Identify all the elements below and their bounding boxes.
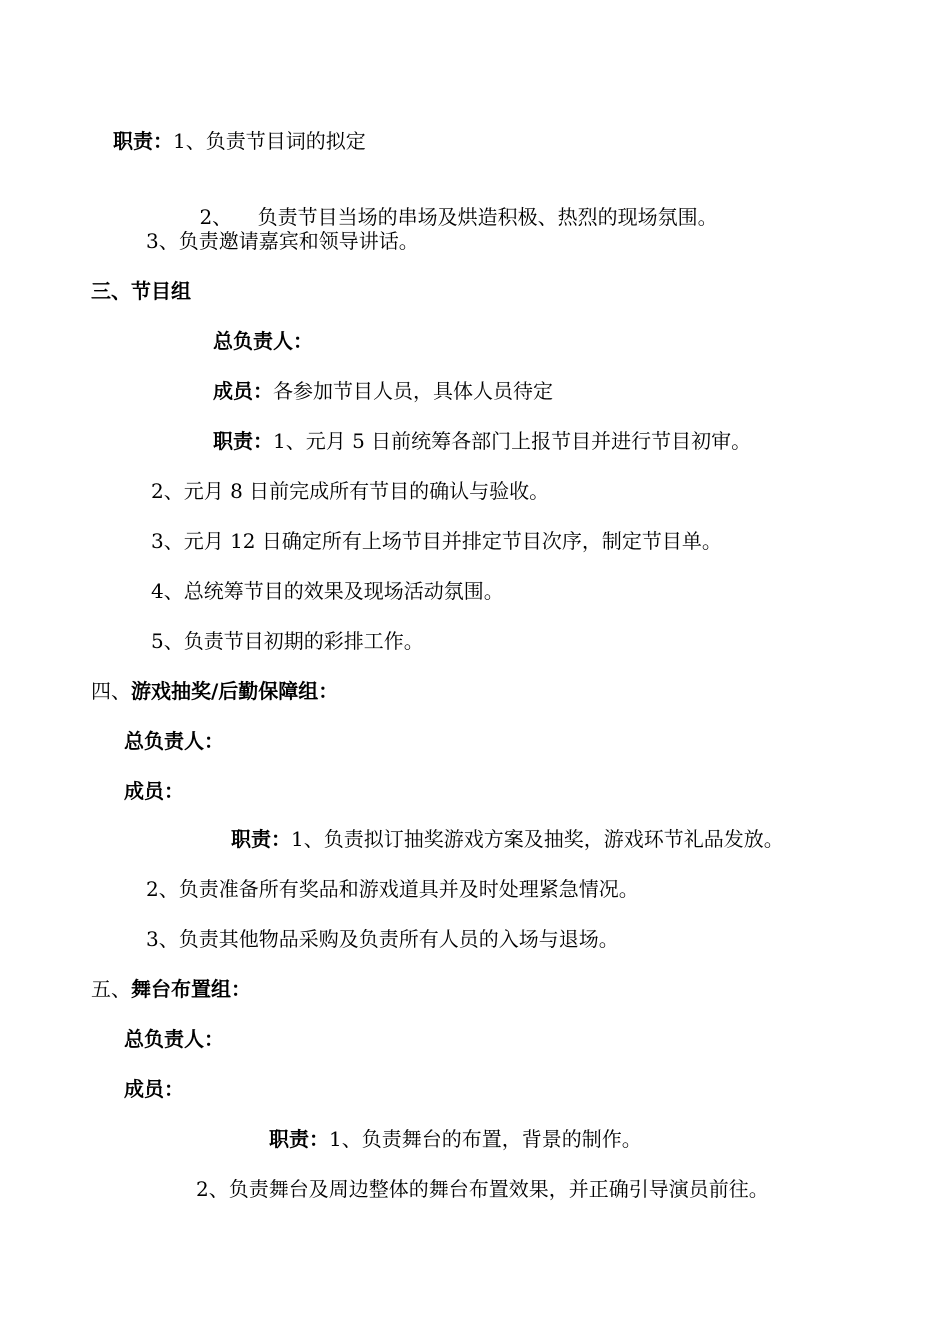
members-label: 成员：: [124, 779, 184, 803]
section-heading: [91, 278, 191, 304]
section-heading: [91, 678, 338, 704]
duty-label: 职责：: [231, 827, 291, 851]
members-label: 成员：: [124, 1077, 184, 1101]
leader-line: [124, 728, 224, 754]
duty-text: 1、负责拟订抽奖游戏方案及抽奖，游戏环节礼品发放。: [291, 827, 784, 851]
leader-label: 总负责人：: [213, 329, 313, 353]
duty-text: 1、负责节目词的拟定: [173, 129, 366, 153]
duty-label: 职责：: [269, 1127, 329, 1151]
duty-text: 3、元月 12 日确定所有上场节目并排定节目次序，制定节目单。: [151, 529, 722, 553]
duty-line: [151, 628, 424, 654]
duty-line: [269, 1126, 642, 1152]
duty-text: 3、负责邀请嘉宾和领导讲话。: [146, 229, 419, 253]
section-title: 三、节目组: [91, 279, 191, 303]
duty-text: 2、负责舞台及周边整体的舞台布置效果，并正确引导演员前往。: [196, 1177, 769, 1201]
members-line: [124, 1076, 184, 1102]
members-line: [124, 778, 184, 804]
members-line: [213, 378, 553, 404]
members-text: 各参加节目人员，具体人员待定: [273, 379, 553, 403]
section-number: 四、: [91, 679, 131, 703]
section-title: 游戏抽奖/后勤保障组：: [131, 679, 339, 703]
duty-line: [146, 228, 419, 254]
duty-text: 2、负责准备所有奖品和游戏道具并及时处理紧急情况。: [146, 877, 639, 901]
members-label: 成员：: [213, 379, 273, 403]
duty-text: 4、总统筹节目的效果及现场活动氛围。: [151, 579, 504, 603]
duty-line: [213, 428, 751, 454]
duty-line: [231, 826, 784, 852]
duty-line: [113, 128, 366, 154]
duty-line: [151, 578, 504, 604]
leader-label: 总负责人：: [124, 729, 224, 753]
section-heading: [91, 976, 251, 1002]
duty-line: [196, 1176, 769, 1202]
section-number: 五、: [91, 977, 131, 1001]
duty-label: 职责：: [113, 129, 173, 153]
duty-line: [146, 926, 619, 952]
duty-text: 3、负责其他物品采购及负责所有人员的入场与退场。: [146, 927, 619, 951]
duty-line: [151, 528, 722, 554]
leader-label: 总负责人：: [124, 1027, 224, 1051]
leader-line: [124, 1026, 224, 1052]
leader-line: [213, 328, 313, 354]
duty-text: 2、 负责节目当场的串场及烘造积极、热烈的现场氛围。: [199, 205, 718, 229]
duty-text: 1、负责舞台的布置，背景的制作。: [329, 1127, 642, 1151]
duty-text: 1、元月 5 日前统筹各部门上报节目并进行节目初审。: [273, 429, 752, 453]
duty-line: [151, 478, 549, 504]
duty-text: 5、负责节目初期的彩排工作。: [151, 629, 424, 653]
duty-line: [146, 876, 639, 902]
duty-label: 职责：: [213, 429, 273, 453]
duty-text: 2、元月 8 日前完成所有节目的确认与验收。: [151, 479, 550, 503]
section-title: 舞台布置组：: [131, 977, 251, 1001]
